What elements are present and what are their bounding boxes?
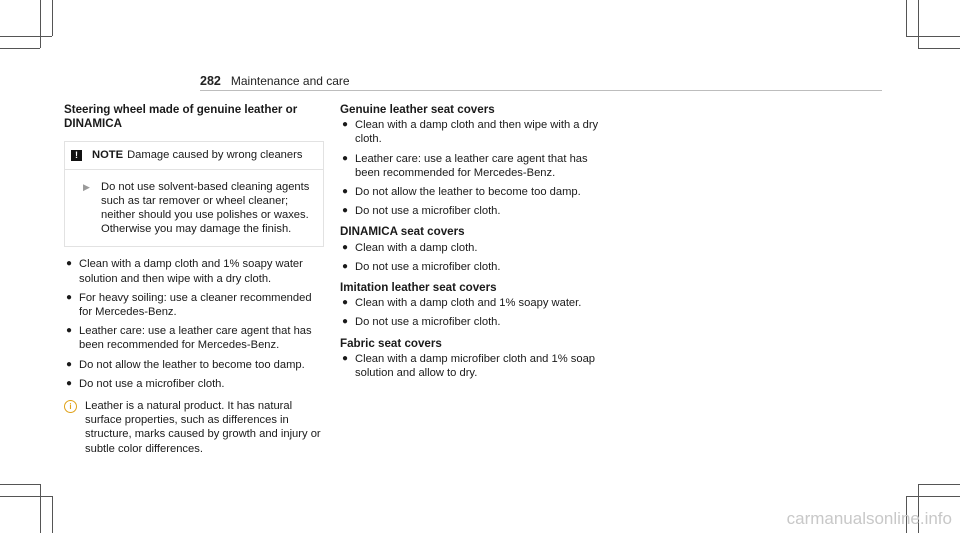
list-item-text: Clean with a damp cloth and 1% soapy water solution and then wipe with a dry cloth. (79, 258, 303, 285)
note-label: NOTE (92, 149, 124, 162)
bullet-icon: ● (66, 377, 73, 389)
left-column (64, 103, 326, 456)
section-heading: Genuine leather seat covers (340, 103, 495, 116)
list-item (340, 204, 610, 218)
bullet-list (340, 352, 610, 380)
bullet-icon: ● (342, 241, 349, 253)
crop-mark (0, 48, 40, 49)
crop-mark (906, 0, 907, 36)
list-item-text: Do not use a microfiber cloth. (355, 260, 501, 273)
crop-mark (0, 36, 52, 37)
bullet-icon: ● (66, 325, 73, 337)
page-header (200, 74, 350, 88)
list-item-text: Do not use a microfiber cloth. (355, 316, 501, 329)
crop-mark (40, 484, 41, 533)
bullet-icon: ● (342, 352, 349, 364)
section-title: Maintenance and care (230, 74, 350, 88)
bullet-icon: ● (66, 358, 73, 370)
bullet-icon: ● (66, 258, 73, 270)
list-item (64, 377, 326, 391)
crop-mark (918, 0, 919, 48)
section-heading: DINAMICA seat covers (340, 225, 465, 239)
crop-mark (52, 0, 53, 36)
crop-mark (40, 0, 41, 48)
crop-mark (906, 36, 960, 37)
list-item (340, 118, 610, 146)
bullet-list (340, 241, 610, 274)
list-item (340, 152, 610, 180)
crop-mark (906, 496, 960, 497)
warning-exclamation-icon: ! (71, 150, 82, 161)
note-title-text: Damage caused by wrong cleaners (127, 149, 303, 162)
note-body (65, 170, 323, 247)
info-text: Leather is a natural product. It has natural surface properties, such as differences in structure, marks caused by growth and injury or subtle color differences. (85, 400, 321, 455)
crop-mark (0, 484, 40, 485)
info-note (64, 399, 326, 456)
list-item-text: Clean with a damp cloth and then wipe with a dry cloth. (355, 119, 599, 146)
header-divider (200, 90, 882, 91)
list-item (340, 352, 610, 380)
list-item-text: Leather care: use a leather care agent that has been recommended for Mercedes-Benz. (355, 152, 588, 179)
crop-mark (918, 484, 960, 485)
note-header (65, 142, 323, 169)
list-item (340, 260, 610, 274)
list-item-text: Clean with a damp cloth and 1% soapy water. (355, 297, 582, 310)
watermark: carmanualsonline.info (786, 509, 952, 528)
note-box (64, 141, 324, 247)
note-title (92, 148, 302, 162)
list-item-text: Do not use a microfiber cloth. (79, 377, 225, 390)
crop-mark (918, 48, 960, 49)
bullet-icon: ● (342, 152, 349, 164)
crop-mark (52, 496, 53, 533)
bullet-icon: ● (66, 291, 73, 303)
list-item (340, 185, 610, 199)
list-item-text: Clean with a damp cloth. (355, 241, 478, 254)
list-item (64, 257, 326, 285)
bullet-list (340, 118, 610, 218)
list-item-text: Clean with a damp microfiber cloth and 1% soap solution and allow to dry. (355, 352, 596, 380)
section-heading: Imitation leather seat covers (340, 281, 497, 295)
note-text: Do not use solvent-based cleaning agents such as tar remover or wheel cleaner; neither should you use polishes or waxes. Otherwise you may damage the finish. (101, 180, 310, 236)
bullet-icon: ● (342, 205, 349, 217)
list-item (340, 296, 610, 310)
bullet-icon: ● (342, 260, 349, 272)
right-column (340, 103, 610, 380)
list-item-text: Do not allow the leather to become too damp. (79, 358, 305, 371)
list-item-text: For heavy soiling: use a cleaner recommended for Mercedes-Benz. (79, 291, 312, 319)
list-item-text: Do not allow the leather to become too damp. (355, 186, 581, 199)
list-item (340, 315, 610, 329)
bullet-list (64, 257, 326, 391)
list-item (64, 291, 326, 319)
bullet-icon: ● (342, 186, 349, 198)
section-heading: Steering wheel made of genuine leather or DINAMICA (64, 103, 298, 131)
list-item (340, 241, 610, 255)
bullet-icon: ● (342, 297, 349, 309)
page-number: 282 (200, 74, 221, 88)
list-item-text: Do not use a microfiber cloth. (355, 205, 501, 218)
info-circle-icon: i (64, 400, 77, 413)
crop-mark (0, 496, 52, 497)
bullet-icon: ● (342, 119, 349, 131)
list-item-text: Leather care: use a leather care agent that has been recommended for Mercedes-Benz. (79, 325, 312, 352)
bullet-list (340, 296, 610, 329)
arrow-right-icon: ▶ (83, 181, 90, 192)
list-item (64, 324, 326, 352)
section-heading: Fabric seat covers (340, 336, 442, 350)
list-item (64, 358, 326, 372)
bullet-icon: ● (342, 316, 349, 328)
